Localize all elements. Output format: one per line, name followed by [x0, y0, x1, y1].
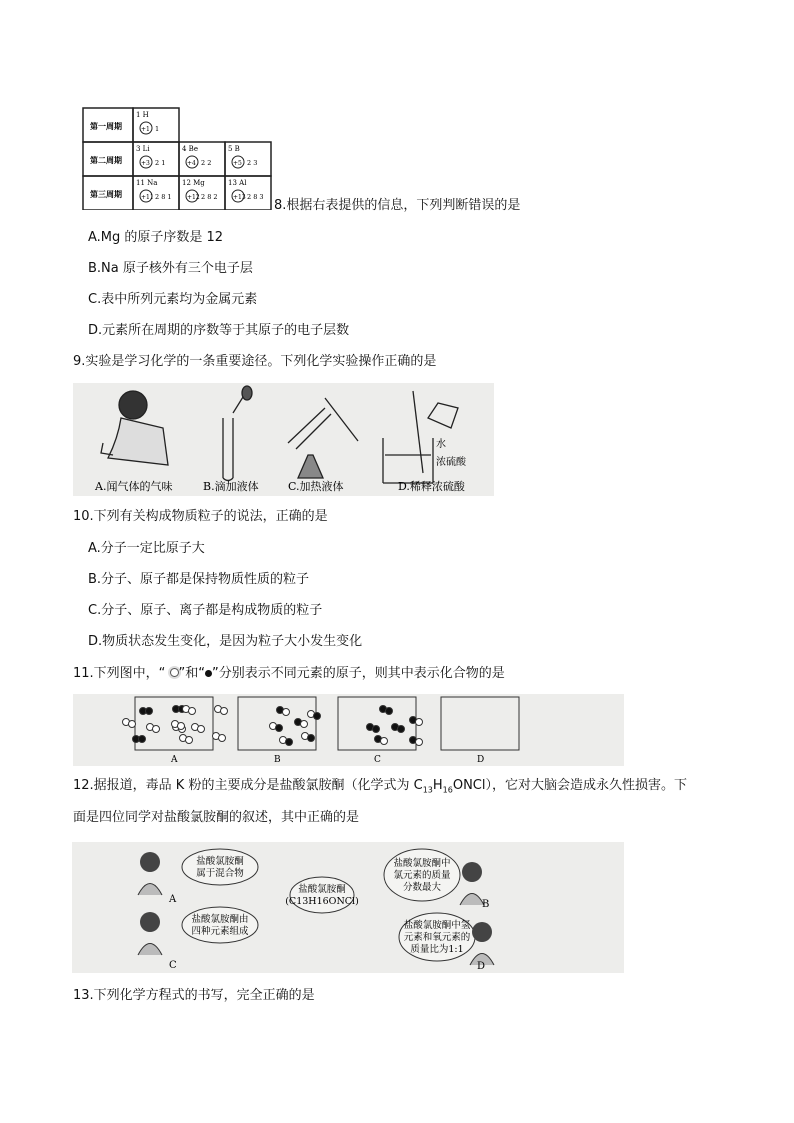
q10-option-c: C.分子、原子、离子都是构成物质的粒子	[88, 603, 323, 618]
nuclear-charge: +1	[141, 126, 150, 133]
bubble-text: 盐酸氯胺酮由	[191, 914, 249, 925]
subscript: 13	[422, 785, 433, 795]
nuclear-charge: +5	[233, 160, 242, 167]
stem-part: ONCl），它对大脑会造成永久性损害。下	[452, 778, 687, 793]
caption-a: A.闻气体的气味	[95, 480, 173, 493]
periodic-table-figure	[82, 107, 272, 210]
q8-option-b: B.Na 原子核外有三个电子层	[88, 261, 253, 276]
electron-shells: 1	[155, 125, 160, 133]
electron-shells: 2 3	[247, 159, 258, 167]
speech-bubble-c	[182, 907, 258, 943]
white-atom-icon	[186, 737, 193, 744]
nuclear-charge: +3	[141, 160, 150, 167]
box-label: D	[477, 755, 485, 765]
student-figure	[140, 912, 160, 932]
lab-operations-figure	[73, 383, 494, 496]
bubble-text: 盐酸氯胺酮中	[393, 858, 451, 869]
nuclear-charge: +12	[187, 194, 200, 201]
bubble-text: 盐酸氯胺酮中氢	[403, 920, 471, 931]
white-atom-icon	[189, 708, 196, 715]
subscript: 16	[442, 785, 453, 795]
bubble-text: 分数最大	[402, 882, 442, 893]
element-number-symbol: 5 B	[228, 145, 240, 153]
black-atom-icon	[308, 735, 315, 742]
white-atom-icon	[301, 721, 308, 728]
black-atom-icon	[286, 739, 293, 746]
box-label: C	[374, 755, 381, 765]
element-number-symbol: 12 Mg	[182, 179, 205, 187]
white-atom-icon	[381, 738, 388, 745]
q8-option-d: D.元素所在周期的序数等于其原子的电子层数	[88, 323, 350, 338]
bubble-text: 质量比为1:1	[410, 944, 464, 955]
stem-part: H	[432, 778, 443, 793]
question-9-stem: 9.实验是学习化学的一条重要途径。下列化学实验操作正确的是	[73, 354, 437, 369]
q8-option-c: C.表中所列元素均为金属元素	[88, 292, 258, 307]
acid-label: 浓硫酸	[436, 457, 466, 468]
stem-part: 12.据报道，毒品 K 粉的主要成分是盐酸氯胺酮（化学式为 C	[73, 778, 423, 793]
element-number-symbol: 1 H	[136, 111, 149, 119]
student-figure	[140, 852, 160, 872]
white-atom-icon	[178, 723, 185, 730]
black-atom-icon	[139, 736, 146, 743]
white-atom-icon	[221, 708, 228, 715]
electron-shells: 2 8 3	[247, 193, 264, 201]
stem-part: 11.下列图中，“	[73, 666, 170, 681]
electron-shells: 2 1	[155, 159, 166, 167]
black-atom-icon	[373, 726, 380, 733]
model-box	[441, 697, 519, 750]
student-figure	[472, 922, 492, 942]
period-label: 第二周期	[90, 155, 122, 165]
question-10-stem: 10.下列有关构成物质粒子的说法，正确的是	[73, 509, 328, 524]
element-number-symbol: 13 Al	[228, 179, 247, 187]
electron-shells: 2 8 1	[155, 193, 172, 201]
water-label: 水	[436, 439, 446, 450]
student-body	[460, 894, 484, 906]
q8-option-a: A.Mg 的原子序数是 12	[88, 230, 224, 245]
question-12-line2: 面是四位同学对盐酸氯胺酮的叙述，其中正确的是	[73, 810, 360, 825]
q10-option-a: A.分子一定比原子大	[88, 541, 205, 556]
question-13-stem: 13.下列化学方程式的书写，完全正确的是	[73, 988, 315, 1003]
white-atom-icon	[153, 726, 160, 733]
student-label: B	[482, 899, 490, 910]
element-number-symbol: 3 Li	[136, 145, 150, 153]
speech-bubble-a	[182, 849, 258, 885]
box-label: B	[274, 755, 281, 765]
student-label: C	[169, 960, 177, 971]
student-label: A	[169, 894, 177, 905]
element-number-symbol: 11 Na	[136, 179, 158, 187]
student-figure	[462, 862, 482, 882]
bubble-text: 盐酸氯胺酮	[196, 856, 244, 867]
white-atom-icon	[198, 726, 205, 733]
electron-shells: 2 8 2	[201, 193, 218, 201]
student-body	[138, 884, 162, 896]
stem-part: ”分别表示不同元素的原子，则其中表示化合物的是	[212, 666, 505, 681]
element-number-symbol: 4 Be	[182, 145, 198, 153]
students-dialogue-figure	[72, 842, 624, 973]
nuclear-charge: +4	[187, 160, 196, 167]
black-atom-icon	[386, 708, 393, 715]
black-atom-icon	[314, 713, 321, 720]
q10-option-b: B.分子、原子都是保持物质性质的粒子	[88, 572, 310, 587]
student-label: D	[477, 961, 486, 972]
student-body	[138, 944, 162, 956]
q10-option-d: D.物质状态发生变化，是因为粒子大小发生变化	[88, 634, 363, 649]
question-11-stem	[73, 666, 505, 682]
white-atom-icon	[129, 721, 136, 728]
period-label: 第一周期	[90, 121, 122, 131]
bubble-text: 盐酸氯胺酮	[298, 884, 346, 895]
white-atom-icon	[416, 719, 423, 726]
period-label: 第三周期	[90, 189, 122, 199]
bubble-text: 四种元素组成	[191, 926, 249, 937]
box-label: A	[171, 755, 178, 765]
molecule-models-figure	[73, 694, 624, 766]
question-12-line1	[73, 778, 687, 799]
caption-b: B.滴加液体	[203, 480, 259, 493]
black-atom-icon	[146, 708, 153, 715]
white-atom-icon	[416, 739, 423, 746]
black-atom-icon	[205, 670, 212, 677]
nuclear-charge: +13	[233, 194, 246, 201]
speech-bubble-center	[290, 877, 354, 913]
bubble-text: (C13H16ONCl)	[285, 896, 359, 907]
electron-shells: 2 2	[201, 159, 212, 167]
white-atom-icon	[283, 709, 290, 716]
bubble-text: 元素和氧元素的	[403, 932, 471, 943]
nuclear-charge: +11	[141, 194, 154, 201]
caption-c: C.加热液体	[288, 480, 344, 493]
bubble-text: 氯元素的质量	[393, 870, 451, 881]
black-atom-icon	[276, 725, 283, 732]
black-atom-icon	[398, 726, 405, 733]
white-atom-icon	[170, 668, 179, 677]
stem-part: ”和“	[178, 666, 206, 681]
question-8-stem: 8.根据右表提供的信息，下列判断错误的是	[274, 198, 521, 213]
white-atom-icon	[219, 735, 226, 742]
bubble-text: 属于混合物	[196, 868, 244, 879]
caption-d: D.稀释浓硫酸	[398, 480, 465, 493]
